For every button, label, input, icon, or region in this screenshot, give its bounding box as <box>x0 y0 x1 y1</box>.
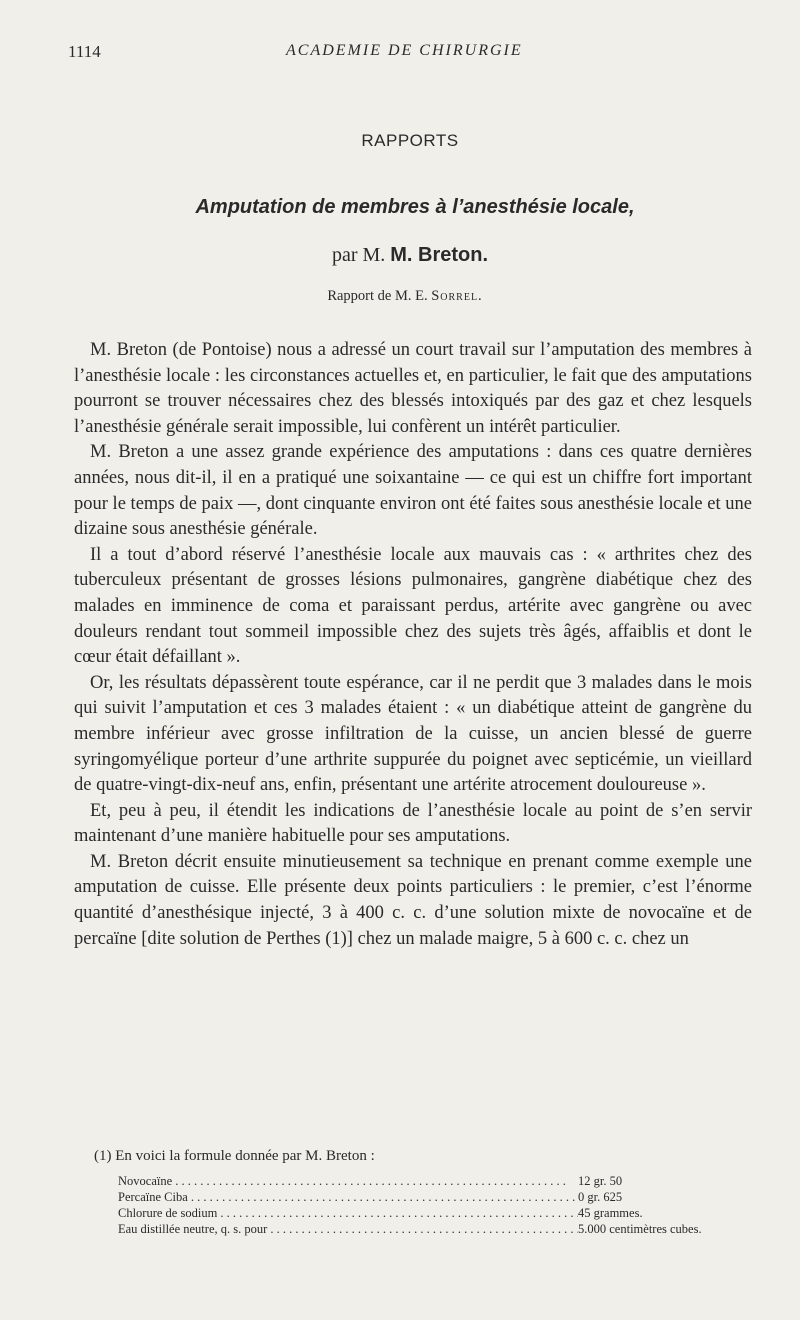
article-body <box>74 338 752 952</box>
formula-ingredient: Percaïne Ciba . . . <box>118 1189 578 1205</box>
formula-quantity: 0 gr. 625 <box>578 1190 623 1204</box>
paragraph: Or, les résultats dépassèrent toute espérance, car il ne perdit que 3 malades dans le mois qui suivit l’amputation et ces 3 malades étaient : « un diabétique atteint de gangrène du membre inférieur avec grosse infiltration de la cuisse, un ancien blessé de guerre syringomyélique porteur d’une arthrite suppurée du poignet avec septicémie, un vieillard de quatre-vingt-dix-neuf ans, enfin, présentant une artérite atrocement douloureuse ». <box>74 672 752 796</box>
report-line <box>0 288 800 305</box>
formula-ingredient: Eau distillée neutre, q. s. pour . . . <box>118 1221 578 1237</box>
formula-ingredient: Chlorure de sodium . . . <box>118 1205 578 1221</box>
formula-row <box>118 1205 754 1221</box>
paragraph: M. Breton a une assez grande expérience des amputations : dans ces quatre dernières années, nous dit-il, il en a pratiqué une soixantaine — ce qui est un chiffre fort important pour le temps de paix —, dont cinquante environ ont été faites sous anesthésie locale et une dizaine sous anesthésie générale. <box>74 442 752 540</box>
formula-quantity: 45 grammes. <box>578 1206 643 1220</box>
author-name: M. Breton. <box>390 244 489 266</box>
footnote <box>94 1148 754 1237</box>
byline-prefix: par M. <box>331 244 386 266</box>
journal-title: ACADEMIE DE CHIRURGIE <box>286 42 523 59</box>
formula-row <box>118 1221 754 1237</box>
reporter-name: Sorrel. <box>431 288 483 304</box>
report-prefix: Rapport de M. E. <box>327 288 428 304</box>
article-title: Amputation de membres à l’anesthésie locale, <box>195 196 635 218</box>
paragraph: M. Breton (de Pontoise) nous a adressé un court travail sur l’amputation des membres à l’anesthésie locale : les circonstances actuelles et, en particulier, le fait que des amputations pourront se trouver nécessaires chez des blessés intoxiqués par des gaz et chez lesquels l’anesthésie générale serait impossible, lui confèrent un intérêt particulier. <box>74 340 752 437</box>
formula-table <box>118 1173 754 1237</box>
paragraph: Il a tout d’abord réservé l’anesthésie locale aux mauvais cas : « arthrites chez des tuberculeux présentant de grosses lésions pulmonaires, gangrène diabétique chez des malades en imminence de coma et paraissant perdus, artérite avec gangrène ou avec douleurs rendant tout sommeil impossible chez des sujets très âgés, affaiblis et dont le cœur était défaillant ». <box>74 544 752 668</box>
section-heading: RAPPORTS <box>361 131 459 150</box>
paragraph: M. Breton décrit ensuite minutieusement sa technique en prenant comme exemple une amputation de cuisse. Elle présente deux points particuliers : le premier, c’est l’énorme quantité d’anesthésique injecté, 3 à 400 c. c. d’une solution mixte de novocaïne et de percaïne [dite solution de Perthes (1)] chez un malade maigre, 5 à 600 c. c. chez un <box>74 851 752 949</box>
running-header <box>68 42 760 66</box>
formula-row <box>118 1189 754 1205</box>
footnote-intro: (1) En voici la formule donnée par M. Breton : <box>94 1148 375 1164</box>
byline <box>0 244 800 267</box>
formula-quantity: 12 gr. 50 <box>578 1174 623 1188</box>
formula-row <box>118 1173 754 1189</box>
paragraph: Et, peu à peu, il étendit les indications de l’anesthésie locale au point de s’en servir maintenant d’une manière habituelle pour ses amputations. <box>74 800 752 847</box>
formula-ingredient: Novocaïne . . . <box>118 1173 578 1189</box>
formula-quantity: 5.000 centimètres cubes. <box>578 1222 702 1236</box>
page-number: 1114 <box>68 42 101 61</box>
